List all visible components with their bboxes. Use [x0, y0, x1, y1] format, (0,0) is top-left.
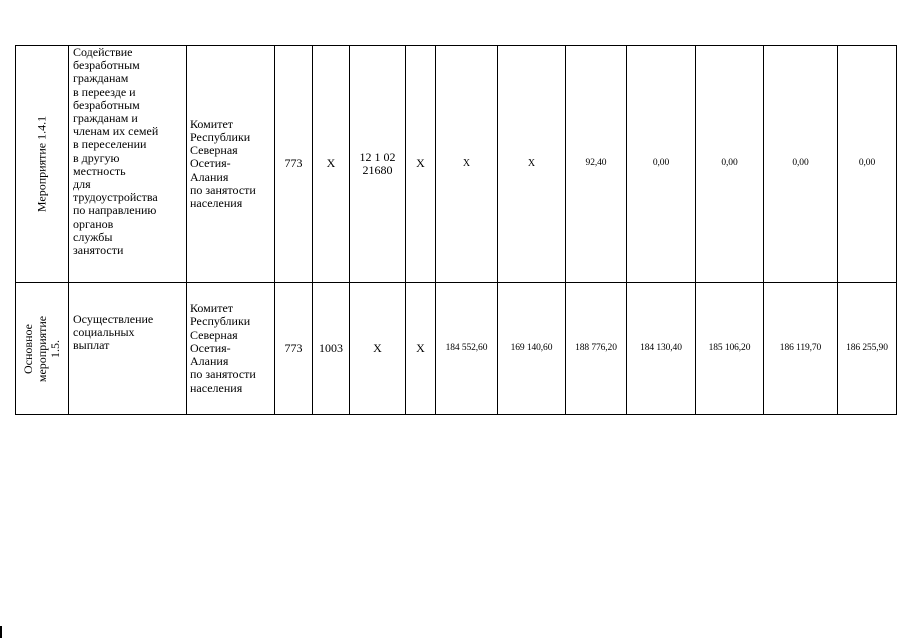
- row-code-cell: [16, 283, 69, 415]
- row-value-6: 186 119,70: [764, 283, 838, 415]
- row-grbs: 773: [275, 283, 313, 415]
- row-vr: X: [406, 46, 436, 283]
- row-code-label: Основное мероприятие 1.5.: [20, 315, 62, 382]
- row-description: Содействие безработным гражданам в переезде и безработным гражданам и членам их семей в переселении в другую местность для трудоустройства по направлению органов службы занятости: [69, 46, 187, 283]
- row-value-2: X: [498, 46, 566, 283]
- row-value-2: 169 140,60: [498, 283, 566, 415]
- table-row: [16, 283, 897, 415]
- row-value-1: 184 552,60: [436, 283, 498, 415]
- row-rzpr: 1003: [313, 283, 350, 415]
- row-rzpr: X: [313, 46, 350, 283]
- budget-table: [15, 45, 897, 415]
- row-organization: Комитет Республики Северная Осетия- Алания по занятости населения: [187, 283, 275, 415]
- row-csr: X: [350, 283, 406, 415]
- row-vr: X: [406, 283, 436, 415]
- row-description: Осуществление социальных выплат: [69, 283, 187, 415]
- row-value-7: 0,00: [838, 46, 897, 283]
- row-value-3: 92,40: [566, 46, 627, 283]
- row-value-5: 185 106,20: [696, 283, 764, 415]
- table-row: [16, 46, 897, 283]
- row-value-4: 184 130,40: [627, 283, 696, 415]
- row-code-cell: [16, 46, 69, 283]
- page-edge-mark: [0, 626, 2, 638]
- row-value-1: X: [436, 46, 498, 283]
- row-value-3: 188 776,20: [566, 283, 627, 415]
- row-organization: Комитет Республики Северная Осетия- Алания по занятости населения: [187, 46, 275, 283]
- row-grbs: 773: [275, 46, 313, 283]
- row-csr: 12 1 02 21680: [350, 46, 406, 283]
- row-value-7: 186 255,90: [838, 283, 897, 415]
- row-value-6: 0,00: [764, 46, 838, 283]
- row-value-4: 0,00: [627, 46, 696, 283]
- row-code-label: Мероприятие 1.4.1: [34, 115, 49, 213]
- row-value-5: 0,00: [696, 46, 764, 283]
